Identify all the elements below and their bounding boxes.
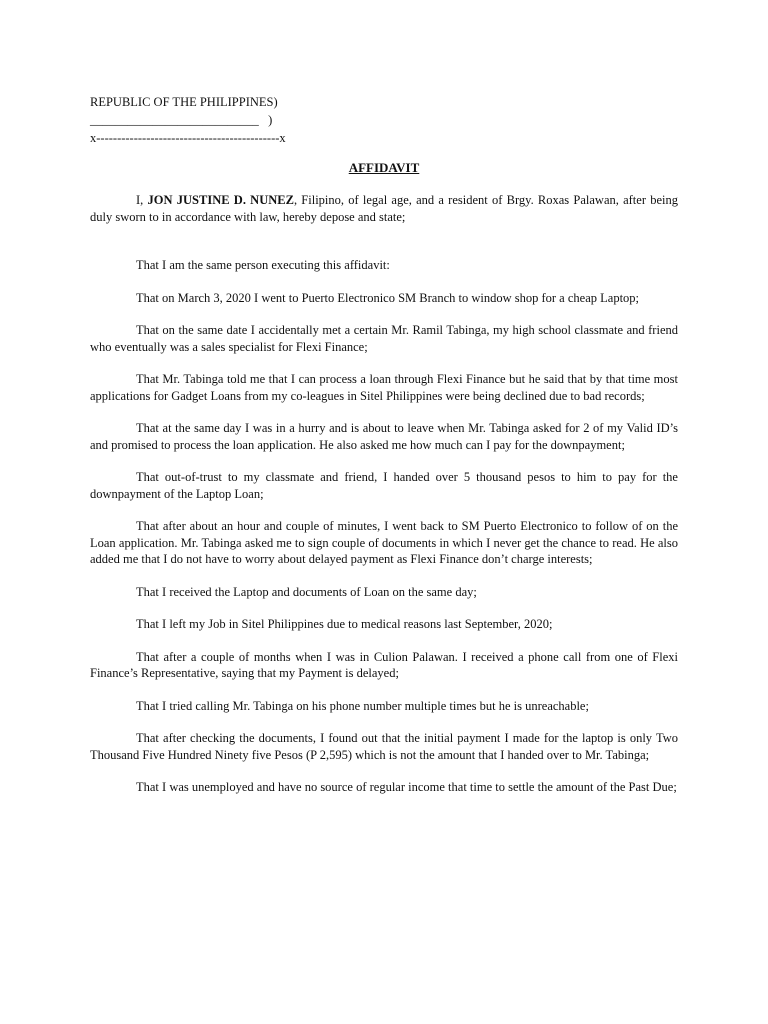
intro-prefix: I, <box>136 193 148 207</box>
paragraph-11: That I tried calling Mr. Tabinga on his phone number multiple times but he is unreachable; <box>136 698 589 713</box>
paragraph-2: That on March 3, 2020 I went to Puerto Electronico SM Branch to window shop for a cheap Laptop; <box>136 290 640 305</box>
paragraph-4: That Mr. Tabinga told me that I can process a loan through Flexi Finance but he said that by that time most applications for Gadget Loans from my co-leagues in Sitel Philippines were being declined due to bad records; <box>90 372 678 403</box>
paragraph-9: That I left my Job in Sitel Philippines due to medical reasons last September, 2020; <box>136 617 553 631</box>
paragraph-5: That at the same day I was in a hurry and is about to leave when Mr. Tabinga asked for 2 of my Valid ID’s and promised to process the loan application. He also asked me how much can I pay for the downpayment; <box>90 421 678 452</box>
intro-rest: , Filipino, of legal age, and a resident of Brgy. Roxas Palawan, after being duly sworn to in accordance with law, hereby depose and state; <box>90 193 678 224</box>
paragraph-6: That out-of-trust to my classmate and friend, I handed over 5 thousand pesos to him to pay for the downpayment of the Laptop Loan; <box>90 470 678 501</box>
paragraph-3: That on the same date I accidentally met a certain Mr. Ramil Tabinga, my high school classmate and friend who eventually was a sales specialist for Flexi Finance; <box>90 323 678 354</box>
paragraph-1: That I am the same person executing this affidavit: <box>136 258 390 272</box>
separator-line: x--------------------------------------------x <box>90 131 286 145</box>
paragraph-7: That after about an hour and couple of minutes, I went back to SM Puerto Electronico to follow of on the Loan application. Mr. Tabinga asked me to sign couple of documents in which I never get the chance to read. He also added me that I do not have to worry about delayed payment as Flexi Finance don’t charge interests; <box>90 519 678 566</box>
paragraph-10: That after a couple of months when I was in Culion Palawan. I received a phone call from one of Flexi Finance’s Representative, saying that my Payment is delayed; <box>90 649 678 680</box>
paragraph-8: That I received the Laptop and documents of Loan on the same day; <box>136 584 477 599</box>
paragraph-12: That after checking the documents, I found out that the initial payment I made for the laptop is only Two Thousand Five Hundred Ninety five Pesos (P 2,595) which is not the amount that I handed over to Mr. Tabinga; <box>90 731 678 762</box>
affiant-name: JON JUSTINE D. NUNEZ <box>147 193 294 207</box>
republic-line: REPUBLIC OF THE PHILIPPINES) <box>90 95 278 109</box>
affidavit-body <box>90 192 678 812</box>
caption-header <box>90 93 286 147</box>
intro-paragraph <box>90 192 678 225</box>
venue-blank-line: ___________________________ ) <box>90 113 273 127</box>
paragraph-13: That I was unemployed and have no source of regular income that time to settle the amount of the Past Due; <box>136 780 677 794</box>
document-title: AFFIDAVIT <box>348 160 420 175</box>
